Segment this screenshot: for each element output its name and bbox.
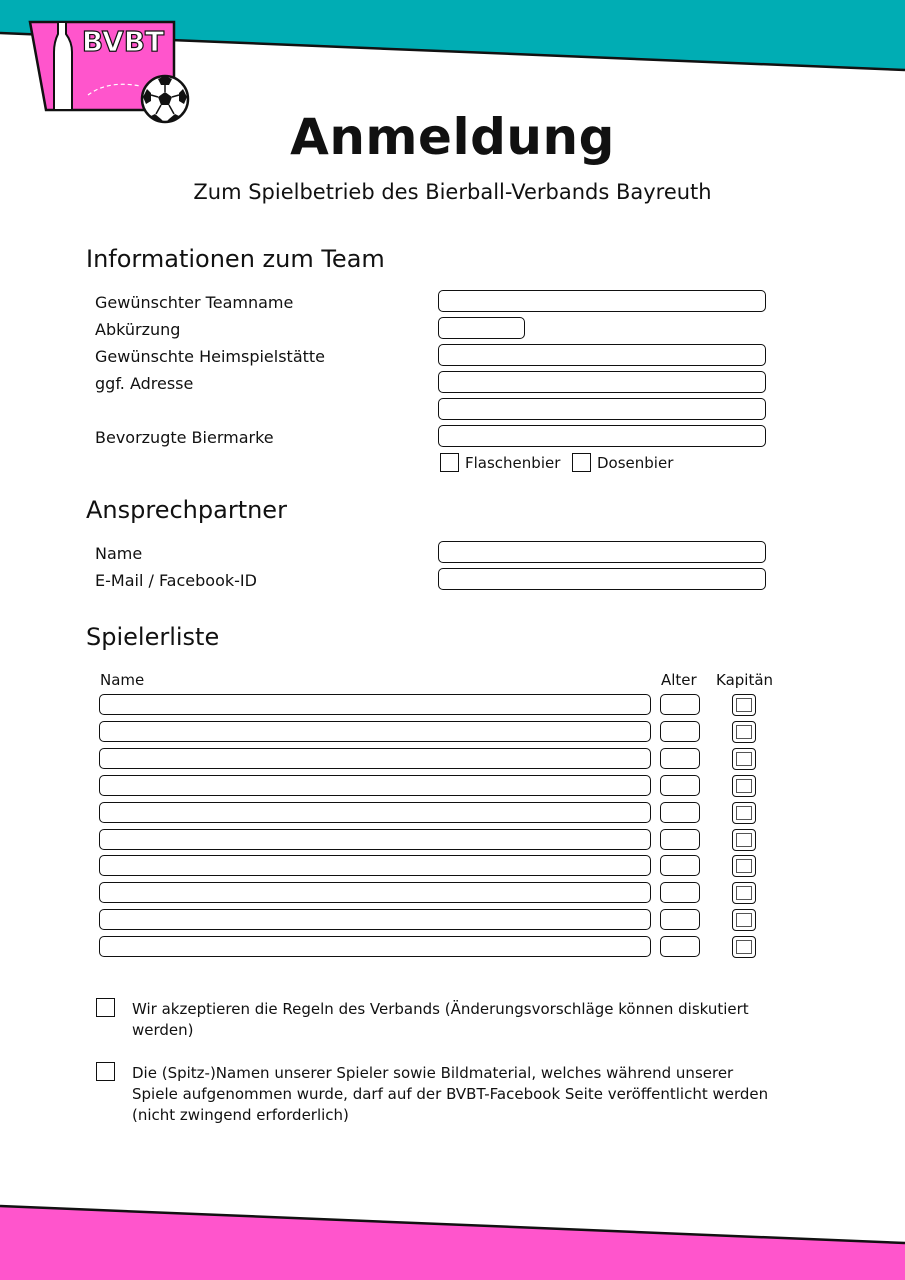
can-beer-label: Dosenbier — [597, 454, 674, 472]
player-name-input[interactable] — [99, 721, 651, 742]
abbreviation-input[interactable] — [438, 317, 525, 339]
player-captain-checkbox[interactable] — [732, 909, 756, 931]
player-name-input[interactable] — [99, 855, 651, 876]
player-name-input[interactable] — [99, 829, 651, 850]
player-name-input[interactable] — [99, 748, 651, 769]
contact-heading: Ansprechpartner — [86, 496, 287, 524]
player-captain-checkbox[interactable] — [732, 694, 756, 716]
address-input-line2[interactable] — [438, 398, 766, 420]
player-captain-checkbox[interactable] — [732, 721, 756, 743]
player-age-input[interactable] — [660, 909, 700, 930]
player-name-input[interactable] — [99, 694, 651, 715]
player-name-input[interactable] — [99, 936, 651, 957]
player-age-input[interactable] — [660, 802, 700, 823]
media-consent-text: Die (Spitz-)Namen unserer Spieler sowie Bildmaterial, welches während unserer Spiele aufgenommen wurde, darf auf der BVBT-Facebook Seite veröffentlicht werden (nicht zwingend erforderlich) — [132, 1064, 769, 1124]
rules-consent-text: Wir akzeptieren die Regeln des Verbands (Änderungsvorschläge können diskutiert werden) — [132, 1000, 749, 1039]
bottle-beer-label: Flaschenbier — [465, 454, 561, 472]
venue-label: Gewünschte Heimspielstätte — [95, 347, 326, 366]
player-age-input[interactable] — [660, 829, 700, 850]
contact-email-input[interactable] — [438, 568, 766, 590]
player-age-input[interactable] — [660, 855, 700, 876]
svg-text:BVBT: BVBT — [81, 25, 165, 58]
player-captain-checkbox[interactable] — [732, 882, 756, 904]
media-consent-checkbox[interactable] — [96, 1062, 115, 1081]
bottle-beer-checkbox[interactable] — [440, 453, 459, 472]
page-title: Anmeldung — [290, 108, 615, 166]
rules-consent-checkbox[interactable] — [96, 998, 115, 1017]
player-captain-checkbox[interactable] — [732, 748, 756, 770]
beer-input[interactable] — [438, 425, 766, 447]
can-beer-checkbox[interactable] — [572, 453, 591, 472]
players-col-captain: Kapitän — [716, 671, 774, 689]
team-info-heading: Informationen zum Team — [86, 245, 385, 273]
player-age-input[interactable] — [660, 936, 700, 957]
teamname-input[interactable] — [438, 290, 766, 312]
bottom-band — [0, 1200, 905, 1280]
player-name-input[interactable] — [99, 775, 651, 796]
player-captain-checkbox[interactable] — [732, 775, 756, 797]
player-age-input[interactable] — [660, 748, 700, 769]
address-input-line1[interactable] — [438, 371, 766, 393]
player-name-input[interactable] — [99, 909, 651, 930]
player-name-input[interactable] — [99, 802, 651, 823]
abbreviation-label: Abkürzung — [95, 320, 181, 339]
player-captain-checkbox[interactable] — [732, 936, 756, 958]
player-captain-checkbox[interactable] — [732, 829, 756, 851]
venue-input[interactable] — [438, 344, 766, 366]
player-captain-checkbox[interactable] — [732, 855, 756, 877]
teamname-label: Gewünschter Teamname — [95, 293, 294, 312]
players-col-age: Alter — [661, 671, 697, 689]
player-age-input[interactable] — [660, 775, 700, 796]
player-age-input[interactable] — [660, 721, 700, 742]
player-age-input[interactable] — [660, 694, 700, 715]
contact-email-label: E-Mail / Facebook-ID — [95, 571, 257, 590]
player-captain-checkbox[interactable] — [732, 802, 756, 824]
page-subtitle: Zum Spielbetrieb des Bierball-Verbands Bayreuth — [193, 180, 712, 204]
beer-label: Bevorzugte Biermarke — [95, 428, 274, 447]
player-name-input[interactable] — [99, 882, 651, 903]
contact-name-input[interactable] — [438, 541, 766, 563]
players-col-name: Name — [100, 671, 145, 689]
address-label: ggf. Adresse — [95, 374, 194, 393]
player-age-input[interactable] — [660, 882, 700, 903]
contact-name-label: Name — [95, 544, 143, 563]
players-heading: Spielerliste — [86, 623, 220, 651]
